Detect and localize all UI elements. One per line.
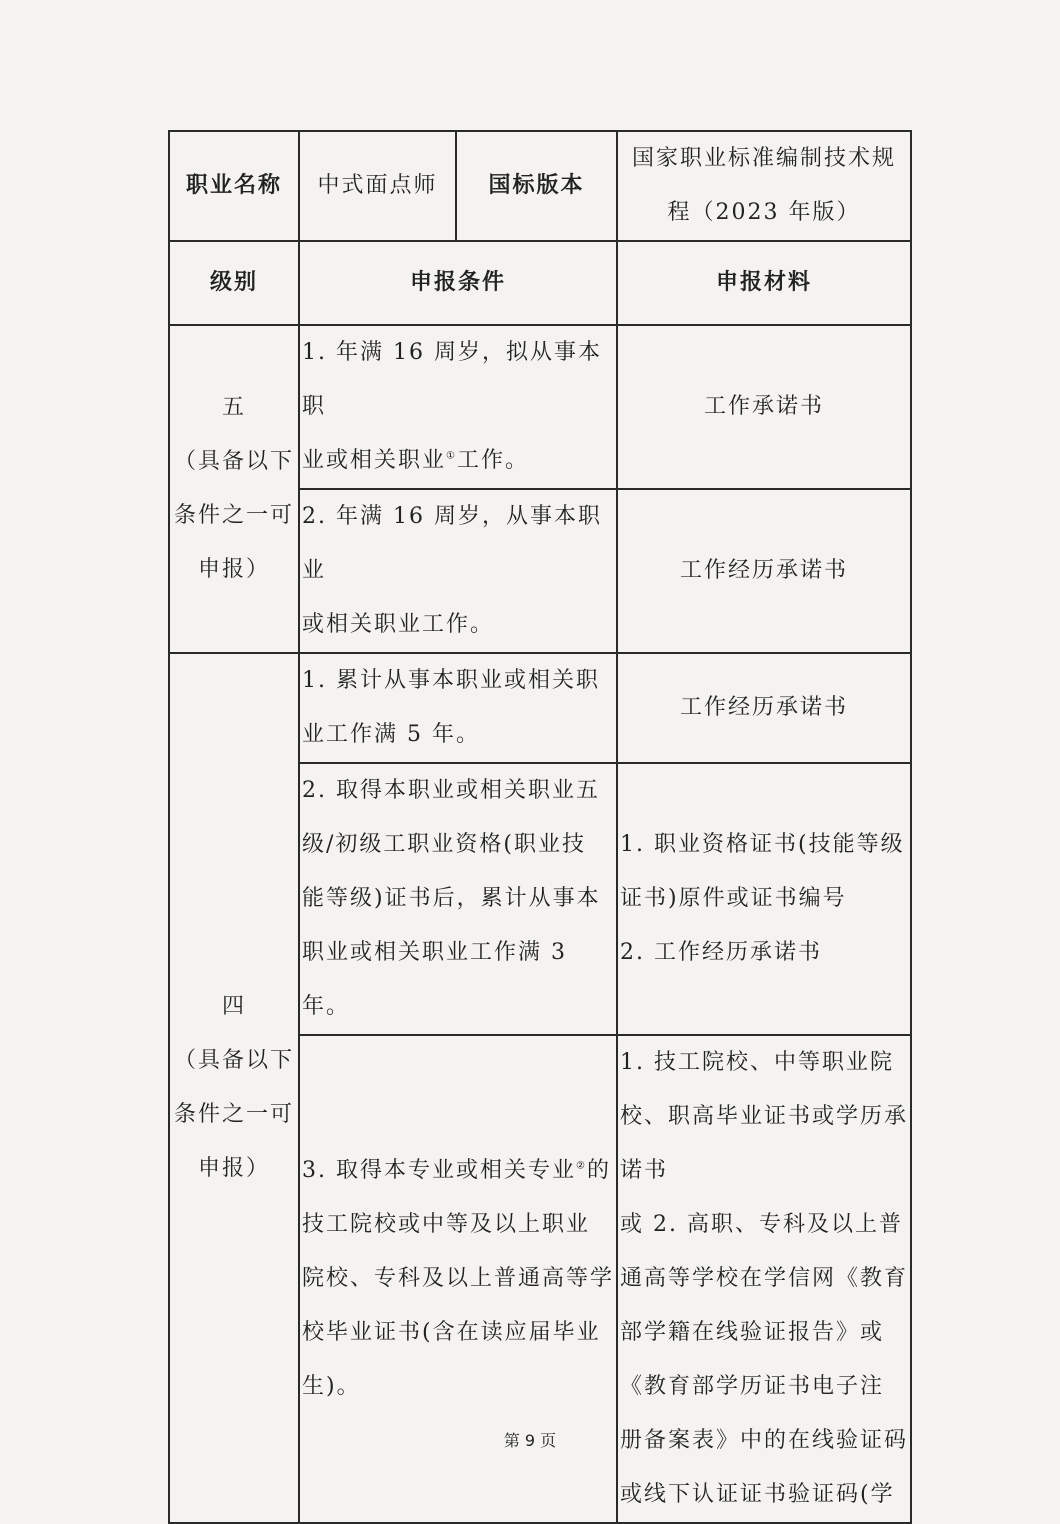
column-conditions: 申报条件 <box>299 241 617 325</box>
level5-cond1-line2a: 业或相关职业 <box>302 448 447 473</box>
level4-mat3-line: 《教育部学历证书电子注 <box>620 1374 885 1399</box>
level5-condition-2 <box>299 489 617 653</box>
level5-material-2: 工作经历承诺书 <box>617 489 911 653</box>
level4-cond2-line: 级/初级工职业资格(职业技 <box>302 832 586 857</box>
level4-mat2-line: 证书)原件或证书编号 <box>620 886 847 911</box>
level5-row-1 <box>169 325 911 489</box>
level4-name: 四 <box>221 994 246 1019</box>
level4-cell <box>169 653 299 1523</box>
level5-cond1-line2b: 工作。 <box>456 448 529 473</box>
level4-mat2-line: 1. 职业资格证书(技能等级 <box>620 832 905 857</box>
level5-note-line1: （具备以下 <box>173 449 294 474</box>
level4-note-line1: （具备以下 <box>173 1048 294 1073</box>
level5-cell <box>169 325 299 653</box>
level4-mat3-line: 册备案表》中的在线验证码 <box>620 1428 909 1453</box>
standard-label: 国标版本 <box>456 131 617 241</box>
occupation-label: 职业名称 <box>169 131 299 241</box>
header-row <box>169 131 911 241</box>
level4-note-line3: 申报） <box>197 1156 270 1181</box>
level5-cond1-line2 <box>302 434 616 488</box>
column-materials: 申报材料 <box>617 241 911 325</box>
standard-value-line2: 程（2023 年版） <box>667 200 861 225</box>
level4-mat3-line: 或线下认证证书验证码(学 <box>620 1482 895 1507</box>
level4-cond3-line: 技工院校或中等及以上职业 <box>302 1212 591 1237</box>
level4-mat3-line: 校、职高毕业证书或学历承 <box>620 1104 909 1129</box>
standard-value <box>617 131 911 241</box>
column-header-row <box>169 241 911 325</box>
level5-note-line3: 申报） <box>197 557 270 582</box>
occupation-value: 中式面点师 <box>299 131 456 241</box>
level4-condition-1 <box>299 653 617 763</box>
level4-mat3-line: 诺书 <box>620 1158 669 1183</box>
level4-mat3-line: 部学籍在线验证报告》或 <box>620 1320 885 1345</box>
level5-name: 五 <box>221 395 246 420</box>
level4-cond2-line: 职业或相关职业工作满 3 年。 <box>302 940 567 1019</box>
level4-cond3-line1b: 的 <box>586 1158 611 1183</box>
level5-note-line2: 条件之一可 <box>173 503 294 528</box>
standard-value-line1: 国家职业标准编制技术规 <box>631 146 896 171</box>
footnote-1-marker: ① <box>446 450 457 462</box>
level4-note-line2: 条件之一可 <box>173 1102 294 1127</box>
level5-cond2-line1: 2. 年满 16 周岁，从事本职业 <box>302 504 602 583</box>
page-number: 第 9 页 <box>503 1431 557 1450</box>
application-conditions-table <box>168 130 912 1524</box>
level4-material-2 <box>617 763 911 1035</box>
level4-row-1 <box>169 653 911 763</box>
level4-condition-2 <box>299 763 617 1035</box>
column-level: 级别 <box>169 241 299 325</box>
level4-cond3-line1a: 3. 取得本专业或相关专业 <box>302 1158 576 1183</box>
level4-cond3-line1 <box>302 1144 616 1198</box>
level5-condition-1 <box>299 325 617 489</box>
level4-cond3-line: 生)。 <box>302 1374 361 1399</box>
footnote-2-marker: ② <box>575 1160 587 1172</box>
level4-mat3-line: 1. 技工院校、中等职业院 <box>620 1050 894 1075</box>
level4-cond1-line1: 1. 累计从事本职业或相关职 <box>302 668 600 693</box>
level4-cond3-line: 校毕业证书(含在读应届毕业 <box>302 1320 601 1345</box>
level5-cond2-line2: 或相关职业工作。 <box>302 612 495 637</box>
level4-cond3-line: 院校、专科及以上普通高等学 <box>302 1266 615 1291</box>
level4-mat3-line: 或 2. 高职、专科及以上普 <box>620 1212 903 1237</box>
level4-mat3-line: 通高等学校在学信网《教育 <box>620 1266 909 1291</box>
level5-material-1: 工作承诺书 <box>617 325 911 489</box>
level4-cond1-line2: 业工作满 5 年。 <box>302 722 480 747</box>
level4-cond2-line: 2. 取得本职业或相关职业五 <box>302 778 600 803</box>
level4-cond2-line: 能等级)证书后，累计从事本 <box>302 886 601 911</box>
level4-mat2-line: 2. 工作经历承诺书 <box>620 940 822 965</box>
level5-cond1-line1: 1. 年满 16 周岁，拟从事本职 <box>302 340 602 419</box>
level4-material-1: 工作经历承诺书 <box>617 653 911 763</box>
